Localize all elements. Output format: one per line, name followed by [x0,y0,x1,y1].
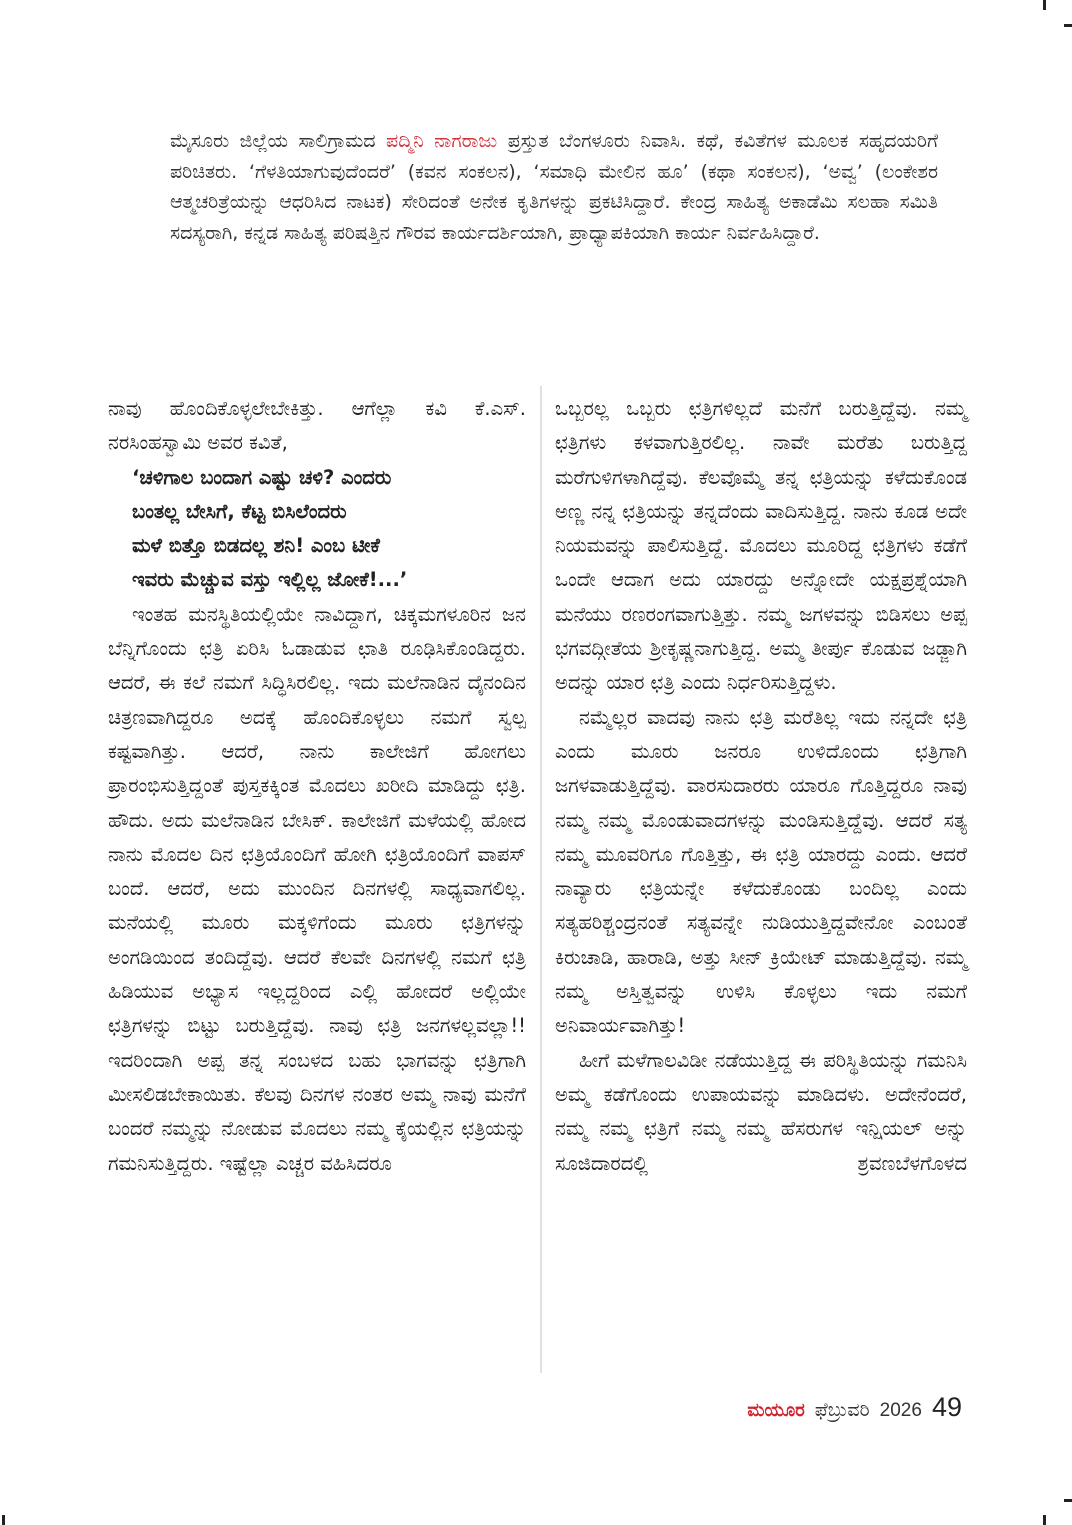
poem-line: ಮಳೆ ಬಿತ್ತೊ ಬಿಡದಲ್ಲ ಶನಿ! ಎಂಬ ಟೀಕೆ [132,534,380,558]
quoted-poem [108,461,526,598]
paragraph: ಒಬ್ಬರಲ್ಲ ಒಬ್ಬರು ಛತ್ರಿಗಳಿಲ್ಲದೆ ಮನೆಗೆ ಬರುತ್ತಿದ್ದೆವು. ನಮ್ಮ ಛತ್ರಿಗಳು ಕಳವಾಗುತ್ತಿರಲಿಲ್ಲ. ನಾವೇ ಮರೆತು ಬರುತ್ತಿದ್ದ ಮರೆಗುಳಿಗಳಾಗಿದ್ದೆವು. ಕೆಲವೊಮ್ಮೆ ತನ್ನ ಛತ್ರಿಯನ್ನು ಕಳೆದುಕೊಂಡ ಅಣ್ಣ ನನ್ನ ಛತ್ರಿಯನ್ನು ತನ್ನದೆಂದು ವಾದಿಸುತ್ತಿದ್ದ. ನಾನು ಕೂಡ ಅದೇ ನಿಯಮವನ್ನು ಪಾಲಿಸುತ್ತಿದ್ದೆ. ಮೊದಲು ಮೂರಿದ್ದ ಛತ್ರಿಗಳು ಕಡೆಗೆ ಒಂದೇ ಆದಾಗ ಅದು ಯಾರದ್ದು ಅನ್ನೋದೇ ಯಕ್ಷಪ್ರಶ್ನೆಯಾಗಿ ಮನೆಯು ರಣರಂಗವಾಗುತ್ತಿತ್ತು. ನಮ್ಮ ಜಗಳವನ್ನು ಬಿಡಿಸಲು ಅಪ್ಪ ಭಗವದ್ಗೀತೆಯ ಶ್ರೀಕೃಷ್ಣನಾಗುತ್ತಿದ್ದ. ಅಮ್ಮ ತೀರ್ಪು ಕೊಡುವ ಜಡ್ಜಾಗಿ ಅದನ್ನು ಯಾರ ಛತ್ರಿ ಎಂದು ನಿರ್ಧರಿಸುತ್ತಿದ್ದಳು. [555,397,967,695]
issue-year: 2026 [879,1400,922,1421]
crop-mark-bottom-right-side [1064,1499,1072,1502]
crop-mark-bottom-left [2,1515,5,1525]
poem-line: ‘ಚಳಿಗಾಲ ಬಂದಾಗ ಎಷ್ಟು ಚಳಿ? ಎಂದರು [132,465,392,489]
page-number: 49 [931,1392,962,1422]
crop-mark-top-right-side [1064,24,1072,27]
paragraph: ನಮ್ಮೆಲ್ಲರ ವಾದವು ನಾನು ಛತ್ರಿ ಮರೆತಿಲ್ಲ ಇದು ನನ್ನದೇ ಛತ್ರಿ ಎಂದು ಮೂರು ಜನರೂ ಉಳಿದೊಂದು ಛತ್ರಿಗಾಗಿ ಜಗಳವಾಡುತ್ತಿದ್ದೆವು. ವಾರಸುದಾರರು ಯಾರೂ ಗೊತ್ತಿದ್ದರೂ ನಾವು ನಮ್ಮ ನಮ್ಮ ಮೊಂಡುವಾದಗಳನ್ನು ಮಂಡಿಸುತ್ತಿದ್ದೆವು. ಆದರೆ ಸತ್ಯ ನಮ್ಮ ಮೂವರಿಗೂ ಗೊತ್ತಿತ್ತು, ಈ ಛತ್ರಿ ಯಾರದ್ದು ಎಂದು. ಆದರೆ ನಾವ್ಯಾರು ಛತ್ರಿಯನ್ನೇ ಕಳೆದುಕೊಂಡು ಬಂದಿಲ್ಲ ಎಂದು ಸತ್ಯಹರಿಶ್ಚಂದ್ರನಂತೆ ಸತ್ಯವನ್ನೇ ನುಡಿಯುತ್ತಿದ್ದವೇನೋ ಎಂಬಂತೆ ಕಿರುಚಾಡಿ, ಹಾರಾಡಿ, ಅತ್ತು ಸೀನ್ ಕ್ರಿಯೇಟ್ ಮಾಡುತ್ತಿದ್ದೆವು. ನಮ್ಮ ನಮ್ಮ ಅಸ್ತಿತ್ವವನ್ನು ಉಳಿಸಿ ಕೊಳ್ಳಲು ಇದು ನಮಗೆ ಅನಿವಾರ್ಯವಾಗಿತ್ತು! [555,705,967,1038]
bio-text-rest: ಪ್ರಸ್ತುತ ಬೆಂಗಳೂರು ನಿವಾಸಿ. ಕಥೆ, ಕವಿತೆಗಳ ಮೂಲಕ ಸಹೃದಯರಿಗೆ ಪರಿಚಿತರು. ‘ಗೆಳತಿಯಾಗುವುದೆಂದರೆ’ (ಕವನ ಸಂಕಲನ), ‘ಸಮಾಧಿ ಮೇಲಿನ ಹೂ’ (ಕಥಾ ಸಂಕಲನ), ‘ಅವ್ವ’ (ಲಂಕೇಶರ ಆತ್ಮಚರಿತ್ರೆಯನ್ನು ಆಧರಿಸಿದ ನಾಟಕ) ಸೇರಿದಂತೆ ಅನೇಕ ಕೃತಿಗಳನ್ನು ಪ್ರಕಟಿಸಿದ್ದಾರೆ. ಕೇಂದ್ರ ಸಾಹಿತ್ಯ ಅಕಾಡೆಮಿ ಸಲಹಾ ಸಮಿತಿ ಸದಸ್ಯರಾಗಿ, ಕನ್ನಡ ಸಾಹಿತ್ಯ ಪರಿಷತ್ತಿನ ಗೌರವ ಕಾರ್ಯದರ್ಶಿಯಾಗಿ, ಪ್ರಾಧ್ಯಾಪಕಿಯಾಗಿ ಕಾರ್ಯ ನಿರ್ವಹಿಸಿದ್ದಾರೆ. [170,130,938,244]
page-footer [747,1392,962,1423]
author-name: ಪದ್ಮಿನಿ ನಾಗರಾಜು [386,130,498,152]
author-bio [170,126,938,248]
issue-month: ಫೆಬ್ರುವರಿ [814,1399,870,1421]
paragraph: ಇಂತಹ ಮನಸ್ಥಿತಿಯಲ್ಲಿಯೇ ನಾವಿದ್ದಾಗ, ಚಿಕ್ಕಮಗಳೂರಿನ ಜನ ಬೆನ್ನಿಗೊಂದು ಛತ್ರಿ ಏರಿಸಿ ಓಡಾಡುವ ಛಾತಿ ರೂಢಿಸಿಕೊಂಡಿದ್ದರು. ಆದರೆ, ಈ ಕಲೆ ನಮಗೆ ಸಿದ್ಧಿಸಿರಲಿಲ್ಲ. ಇದು ಮಲೆನಾಡಿನ ದೈನಂದಿನ ಚಿತ್ರಣವಾಗಿದ್ದರೂ ಅದಕ್ಕೆ ಹೊಂದಿಕೊಳ್ಳಲು ನಮಗೆ ಸ್ವಲ್ಪ ಕಷ್ಟವಾಗಿತ್ತು. ಆದರೆ, ನಾನು ಕಾಲೇಜಿಗೆ ಹೋಗಲು ಪ್ರಾರಂಭಿಸುತ್ತಿದ್ದಂತೆ ಪುಸ್ತಕಕ್ಕಿಂತ ಮೊದಲು ಖರೀದಿ ಮಾಡಿದ್ದು ಛತ್ರಿ. ಹೌದು. ಅದು ಮಲೆನಾಡಿನ ಬೇಸಿಕ್. ಕಾಲೇಜಿಗೆ ಮಳೆಯಲ್ಲಿ ಹೋದ ನಾನು ಮೊದಲ ದಿನ ಛತ್ರಿಯೊಂದಿಗೆ ಹೋಗಿ ಛತ್ರಿಯೊಂದಿಗೆ ವಾಪಸ್ ಬಂದೆ. ಆದರೆ, ಅದು ಮುಂದಿನ ದಿನಗಳಲ್ಲಿ ಸಾಧ್ಯವಾಗಲಿಲ್ಲ. ಮನೆಯಲ್ಲಿ ಮೂರು ಮಕ್ಕಳಿಗೆಂದು ಮೂರು ಛತ್ರಿಗಳನ್ನು ಅಂಗಡಿಯಿಂದ ತಂದಿದ್ದೆವು. ಆದರೆ ಕೆಲವೇ ದಿನಗಳಲ್ಲಿ ನಮಗೆ ಛತ್ರಿ ಹಿಡಿಯುವ ಅಭ್ಯಾಸ ಇಲ್ಲದ್ದರಿಂದ ಎಲ್ಲಿ ಹೋದರೆ ಅಲ್ಲಿಯೇ ಛತ್ರಿಗಳನ್ನು ಬಿಟ್ಟು ಬರುತ್ತಿದ್ದೆವು. ನಾವು ಛತ್ರಿ ಜನಗಳಲ್ಲವಲ್ಲಾ!! ಇದರಿಂದಾಗಿ ಅಪ್ಪ ತನ್ನ ಸಂಬಳದ ಬಹು ಭಾಗವನ್ನು ಛತ್ರಿಗಾಗಿ ಮೀಸಲಿಡಬೇಕಾಯಿತು. ಕೆಲವು ದಿನಗಳ ನಂತರ ಅಮ್ಮ ನಾವು ಮನೆಗೆ ಬಂದರೆ ನಮ್ಮನ್ನು ನೋಡುವ ಮೊದಲು ನಮ್ಮ ಕೈಯಲ್ಲಿನ ಛತ್ರಿಯನ್ನು ಗಮನಿಸುತ್ತಿದ್ದರು. ಇಷ್ಟೆಲ್ಲಾ ಎಚ್ಚರ ವಹಿಸಿದರೂ [108,602,526,1175]
poem-line: ಇವರು ಮೆಚ್ಚುವ ವಸ್ತು ಇಲ್ಲಿಲ್ಲ ಜೋಕೆ!...’ [132,568,408,592]
paragraph: ಹೀಗೆ ಮಳೆಗಾಲವಿಡೀ ನಡೆಯುತ್ತಿದ್ದ ಈ ಪರಿಸ್ಥಿತಿಯನ್ನು ಗಮನಿಸಿ ಅಮ್ಮ ಕಡೆಗೊಂದು ಉಪಾಯವನ್ನು ಮಾಡಿದಳು. ಅದೇನೆಂದರೆ, ನಮ್ಮ ನಮ್ಮ ಛತ್ರಿಗೆ ನಮ್ಮ ನಮ್ಮ ಹೆಸರುಗಳ ಇನ್ಷಿಯಲ್ ಅನ್ನು ಸೂಜಿದಾರದಲ್ಲಿ ಶ್ರವಣಬೆಳಗೊಳದ [555,1048,967,1175]
column-divider [540,386,542,1373]
crop-mark-top-right [1043,0,1046,10]
paragraph: ನಾವು ಹೊಂದಿಕೊಳ್ಳಲೇಬೇಕಿತ್ತು. ಆಗೆಲ್ಲಾ ಕವಿ ಕೆ.ಎಸ್. ನರಸಿಂಹಸ್ವಾಮಿ ಅವರ ಕವಿತೆ, [108,397,526,455]
magazine-logo: ಮಯೂರ [747,1400,805,1421]
crop-mark-bottom-right [1043,1515,1046,1525]
poem-line: ಬಂತಲ್ಲ ಬೇಸಿಗೆ, ಕೆಟ್ಟ ಬಿಸಿಲೆಂದರು [132,499,347,523]
article-column-right [555,392,967,1181]
bio-text-start: ಮೈಸೂರು ಜಿಲ್ಲೆಯ ಸಾಲಿಗ್ರಾಮದ [170,130,387,152]
article-column-left [108,392,526,1181]
